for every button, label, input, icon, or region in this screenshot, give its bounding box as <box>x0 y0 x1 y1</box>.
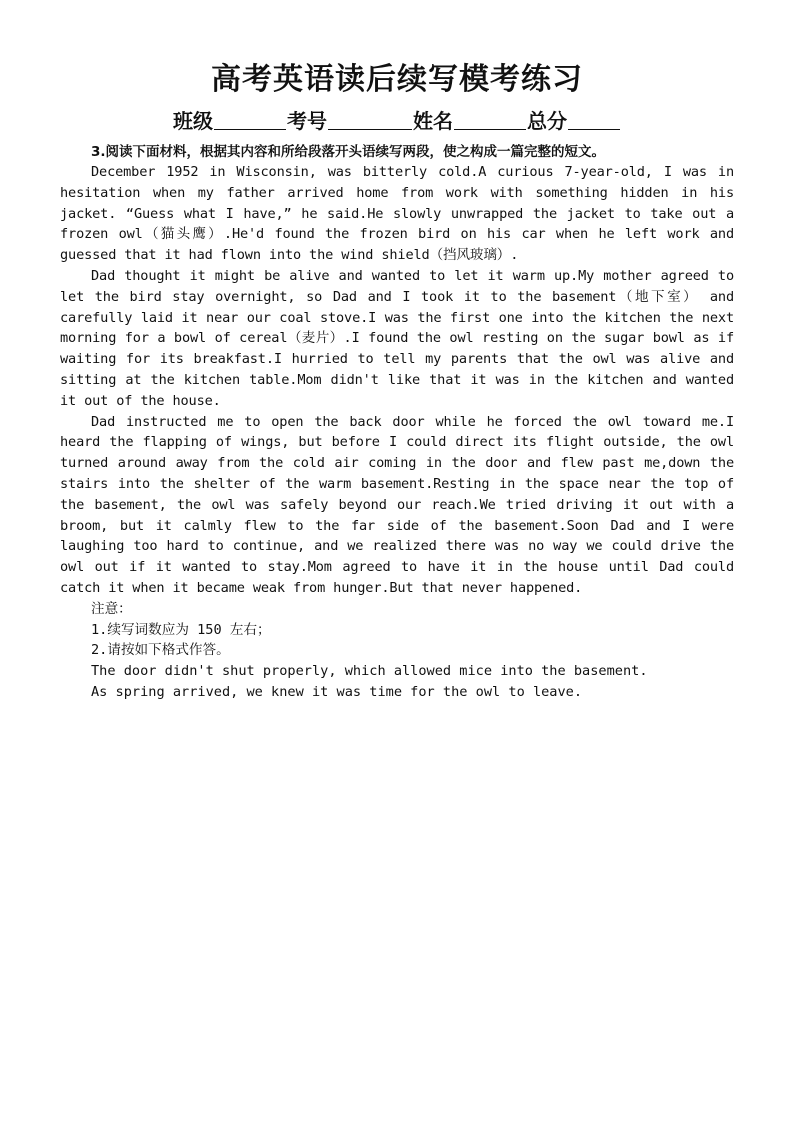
exam-number-label: 考号 <box>287 109 327 133</box>
name-label: 姓名 <box>413 109 453 133</box>
story-paragraph: December 1952 in Wisconsin, was bitterly cold.A curious 7-year-old, I was in hesitation when my father arrived home from work with something hidden in his jacket. “Guess what I have,” he said.He slowly unwrapped the jacket to take out a frozen owl（猫头鹰）.He'd found the frozen bird on his car when he left work and guessed that it had flown into the wind shield（挡风玻璃）. <box>60 164 734 264</box>
paragraph-opening-2: As spring arrived, we knew it was time for the owl to leave. <box>91 683 583 700</box>
student-info-line <box>60 106 734 136</box>
exam-number-blank <box>328 109 412 130</box>
page-title: 高考英语读后续写模考练习 <box>211 62 583 97</box>
class-label: 班级 <box>173 109 213 133</box>
worksheet-page <box>60 58 734 703</box>
score-label: 总分 <box>527 109 567 133</box>
note-item: 2.请按如下格式作答。 <box>91 642 230 659</box>
score-blank <box>568 109 620 130</box>
notes-heading: 注意： <box>91 600 132 617</box>
paragraph-opening-1: The door didn't shut properly, which allowed mice into the basement. <box>91 663 648 680</box>
class-blank <box>214 109 286 130</box>
note-item: 1.续写词数应为 150 左右； <box>91 621 271 638</box>
name-blank <box>454 109 526 130</box>
story-paragraph: Dad instructed me to open the back door while he forced the owl toward me.I heard the flapping of wings, but before I could direct its flight outside, the owl turned around away from the cold air coming in the door and flew past me,down the stairs into the shelter of the warm basement.Resting in the space near the top of the basement, the owl was safely beyond our reach.We tried driving it out with a broom, but it calmly flew to the far side of the basement.Soon Dad and I were laughing too hard to continue, and we realized there was no way we could drive the owl out if it wanted to stay.Mom agreed to have it in the house until Dad could catch it when it became weak from hunger.But that never happened. <box>60 413 734 596</box>
task-instruction: 3.阅读下面材料，根据其内容和所给段落开头语续写两段，使之构成一篇完整的短文。 <box>91 144 606 160</box>
story-paragraph: Dad thought it might be alive and wanted to let it warm up.My mother agreed to let the bird stay overnight, so Dad and I took it to the basement（地下室） and carefully laid it near our coal stove.I was the first one into the kitchen the next morning for a bowl of cereal（麦片）.I found the owl resting on the sugar bowl as if waiting for its breakfast.I hurried to tell my parents that the owl was alive and sitting at the kitchen table.Mom didn't like that it was in the kitchen and wanted it out of the house. <box>60 267 734 409</box>
